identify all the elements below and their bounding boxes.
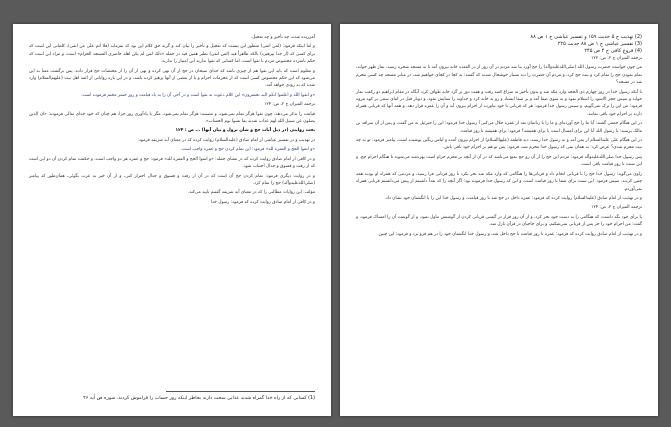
paragraph: و در کافی از امام صادق روایت کرده که فرمود: رسول خدا xyxy=(210,199,315,205)
section-heading: بحث روایتی (در ذیل آیات حج و شأن نزول و بیان آنها) ... ص : ۱۲۴ xyxy=(175,128,315,134)
page-reference: ترجمه المیزان ج ۲، ص: ۱۲۳ xyxy=(591,56,642,61)
footnote-line: (2) تهذیب ج ۵ حدیث ۱۵۹ و تفسیر عیاشی ج ۱ ص ۸۸ xyxy=(530,34,642,40)
right-page xyxy=(340,24,658,416)
paragraph: و در کافی از امام صادق روایت کرده که در معنای جمله: «و اتموا الحج و العمرة لله» فرمود: حج و عمره هر دو واجب است، و حکمت تمام کردن آن دو این است که از رفث و فسوق و جدال اجتناب شود. xyxy=(29,156,315,170)
left-page xyxy=(13,24,331,416)
verse-paragraph: «و اتقوا الله و اعلموا انکم الیه تحشرون» این کلام دعوت به تقوا است و در آخر، آن را به یاد قیامت و روز حشر مختم فرموده است. xyxy=(81,92,315,98)
verse-paragraph: «و اتموا الحج و العمرة لله» فرمود: این تمام کردن حج و عمره واجب است. xyxy=(180,147,315,153)
paragraph: و در تهذیب از امام صادق (علیه‌السلام) روایت کرده که فرمود: عمره داخل در حج شد تا روز قیامت، و رسول خدا این را با انگشتان خود نشان داد. xyxy=(384,195,642,201)
footnote xyxy=(29,389,315,402)
footnote-line: (3) تفسیر عیاشی ج ۱ ص ۸۸ حدیث ۲۲۵ xyxy=(557,41,642,47)
left-page-content xyxy=(29,34,315,408)
paragraph: من چون خواست حضرت رسول الله (صلی‌الله‌علیه‌وآله) را حج آورد بنا شد مردم در آن روز از در القعده خانه بیرون آمد تا به مسجد شجره رسید، نماز ظهر خواند، تمام نمودن حج را تمام کرد و نیت حج کرد، و مردم آن حضرت را دید بسیار خوشحال شدند که گفتند: به کجا در کجای خواهیم شد، در منابر مسجد چه کسی محرم شد در مسجد؟ xyxy=(356,65,642,86)
paragraph: قیامت را تذکر می‌دهد، چون تقوا هرگز تمام نمی‌شود، و مصیبت هرگز تمام نمی‌شود، مگر با یادآوری روز جزا، هم چنان که خود خدای تعالی فرموده: «ان الذین یضلون عن سبیل الله لهم عذاب شدید بما نسوا یوم الحساب». xyxy=(29,111,315,125)
paragraph: در این هنگام علی علیه‌السلام از یمن آمد و به رسول خدا رسید، دید فاطمه (علیهاالسلام) از احرام بیرون آمده و لباس رنگین پوشیده است، پیامبر فرمود: تو به چه نیت محرم شدی؟ عرض کرد: به همان نیتی که رسول خدا محرم شد، فرمود: پس تو هم بر احرام خود باقی باش. xyxy=(356,138,642,151)
paragraph: و در روایت دیگری فرمود: تمام کردن حج آن است که در آن از رفث و فسوق و جدال احتراز کنی، و از آن خبر به عرب بگوئی، همان‌طور که پیامبر (صلی‌الله‌علیه‌وآله) حج را تمام کرد. xyxy=(29,173,315,186)
footnote-divider xyxy=(166,391,315,392)
paragraph: یا برای خود نگه داشت، که هنگامی را به دست خود نحر کرد، و از آن روز قرار در گیسی قربانی کردن از گوشتش تناول نمود، و از گوشت آن را امساک فرمود، و گفت: من احرام خود را جز پس از قربانی نمی‌شکنم، و برای حاجیان در قرآن نازل شد. xyxy=(356,214,642,228)
page-reference: ترجمه المیزان ج ۲، ص: ۱۲۴ xyxy=(264,102,315,108)
paragraph: پس رسول خدا صلی‌الله‌علیه‌وآله فرمود: مردم این حج را از آن رو حج تمتع می‌نامند که در آن از آنچه بر محرم حرام است بهره‌مند می‌شوند تا هنگام احرام حج، و این سنت تا روز قیامت باقی است. xyxy=(356,154,642,168)
right-page-content xyxy=(356,34,642,408)
footnote-text: (1) کسانی که از راه خدا گمراه شدند عذابی سخت دارند بخاطر اینکه روز حساب را فراموش کردند. سوره ص آیه ۲۶ xyxy=(83,396,315,401)
paragraph: در تهذیب و در تفسیر عیاشی از امام صادق (علیه‌السلام) روایت کرده که در معنای آیه شریفه فرمود: xyxy=(137,137,315,143)
paragraph: و اما اینکه فرمود: (لمن اتقی) منظور این نیست که تعجیل و تأخیر را بیان کند و گرنه حق کلام این بود که بفرماید (فلا اثم علی من اتقی)، کلماتی این است که برای کسی که (از خدا بپرهیزد) بالکه ظاهراً قید (لمن اتقی) نظیر همین قید در جمله «ذلک لمن لم یکن اهله حاضری المسجد الحرام» است، و مراد این است که حکم نامبرده مخصوص مردم با تقوا است، اما کسانی که تقوا ندارند این امتیاز را ندارند. xyxy=(29,44,315,65)
paragraph: راوی می‌گوید: رسول خدا حج را با قربانی انجام داد و قربانی‌ها را هنگامی که وارد مکه شد نحر نکرد تا روز قربانی فرا رسید، و مردمی که همراه او بودند همه چنین کردند. سپس فرمود: این سنت برای شما تا روز قیامت است، و این که رسول خدا فرموده بود: اگر آنچه را که بعداً دانستم از پیش می‌دانستم قربانی همراه نمی‌آوردم. xyxy=(356,171,642,192)
paragraph: آمرزیده شده، چه تأخیر و چه تعجیل. xyxy=(250,35,315,40)
paragraph: در این هنگام جمعی گفتند: آیا ما را حج آورده‌ای و ما را با زنانمان بعد از عمره حلال می‌کنی؟ رسول خدا فرمود: این را جبرئیل به من گفت، و پس از آن سراقه بن مالک پرسید: یا رسول الله آیا این برای امسال است یا برای همیشه؟ فرمود: برای همیشه تا روز قیامت. xyxy=(356,121,642,134)
paragraph: مؤلف: این روایات مطالبی را که در معنای آیه شریفه گفتیم تایید می‌کند. xyxy=(187,190,315,196)
footnote-line: (4) فروع کافی ج ۴ ص ۲۴۵ xyxy=(584,48,642,54)
paragraph: و معلوم است که باید این تقوا هم از چیزی باشد که خدای سبحان در حج از آن نهی کرده و نهی از آن را از مختصات حج قرار داده، پس برگشت معنا به این می‌شود که این حکم مخصوص کسی است که از محرمات احرام و یا از بعضی از آنها پرهیز کرده باشد، و در این باره روایاتی از ائمه اهل بیت (علیهم‌السلام) وارد شده که به زودی خواهد آمد. xyxy=(29,68,315,89)
paragraph: و در تهذیب از امام صادق روایت کرده که فرمود: عمره تا روز قیامت با حج داخل شد، و رسول خدا انگشتان خود را در هم فرو برد و فرمود: این چنین. xyxy=(377,231,642,237)
page-reference: ترجمه المیزان ج ۲، ص: ۱۲۴ xyxy=(591,205,642,211)
paragraph: تا آنکه رسول خدا در روز چهارم ذی الحجه وارد مکه شد و بدون تأخیر به سراغ کعبه رفت و هفت دور بر گرد خانه طواف کرد، آنگاه در مقام ابراهیم دو رکعت نماز خواند و سپس حجر الاسود را استلام نمود و به سوی صفا آمد و بر صفا ایستاد و رو به خانه کرد و خداوند را ستایش نمود، و دوبار قبل در اثنای سعی بر کوه مروه فرمود: من این را ترک نمی‌گویم، و سپس رسول خدا فرمود: هر که قربانی با خود نیاورده از احرام بیرون آید و آن را عمره قرار دهد، و همه آنها که قربانی همراه دارند بر احرام خود باقی بمانند. xyxy=(356,89,642,117)
